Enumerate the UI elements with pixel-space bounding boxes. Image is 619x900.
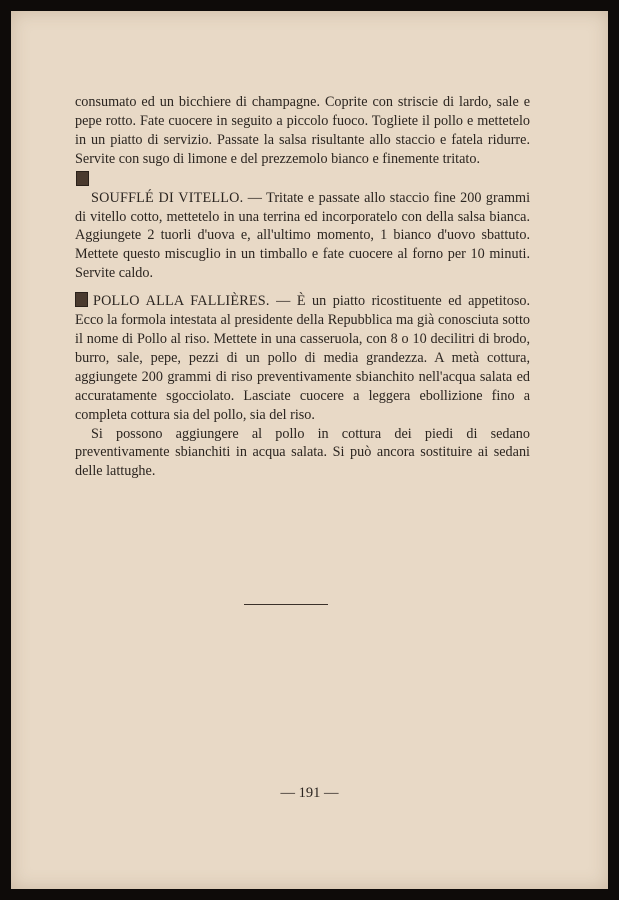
- recipe-marker-icon: [76, 171, 89, 186]
- recipe-souffle: [75, 189, 530, 284]
- recipe-body: — È un piatto ricostituente ed appetitoso. Ecco la formola intestata al presidente della Repubblica ma già conosciuta sotto il nome di Pollo al riso. Mettete in una casseruola, con 8 o 10 decilitri di brodo, burro, sale, pepe, pezzi di un pollo di media grandezza. A metà cottura, aggiungete 200 grammi di riso preventivamente sbianchito nell'acqua salata ed accuratamente sgocciolato. Lasciate cuocere a leggera ebollizione fino a completa cottura sia del pollo, sia del riso.: [75, 293, 530, 423]
- recipe-title: SOUFFLÉ DI VITELLO.: [91, 189, 244, 206]
- recipe-body: — Tritate e passate allo staccio fine 200 grammi di vitello cotto, mettetelo in una terrina ed incorporatelo con della salsa bianca. Aggiungete 2 tuorli d'uova e, all'ultimo momento, 1 bianco d'uovo sbattuto. Mettete questo miscuglio in un timballo e fate cuocere al forno per 10 minuti. Servite caldo.: [75, 189, 531, 282]
- book-page: [11, 11, 608, 889]
- recipe-marker-icon: [75, 292, 88, 307]
- section-divider: [244, 604, 328, 605]
- recipe-title: POLLO ALLA FALLIÈRES.: [93, 293, 270, 310]
- recipe-pollo: [75, 292, 530, 424]
- continuation-paragraph: consumato ed un bicchiere di champagne. Coprite con striscie di lardo, sale e pepe rotto. Fate cuocere in seguito a piccolo fuoco. Togliete il pollo e mettetelo in un piatto di servizio. Passate la salsa risultante allo staccio e fatela ridurre. Servite con sugo di limone e del prezzemolo bianco e finemente tritato.: [75, 94, 530, 167]
- page-number: — 191 —: [280, 785, 339, 801]
- recipe-note: Si possono aggiungere al pollo in cottura dei piedi di sedano preventivamente sbianchiti in acqua salata. Si può ancora sostituire ai sedani delle lattughe.: [75, 425, 530, 480]
- text-block: [75, 93, 530, 481]
